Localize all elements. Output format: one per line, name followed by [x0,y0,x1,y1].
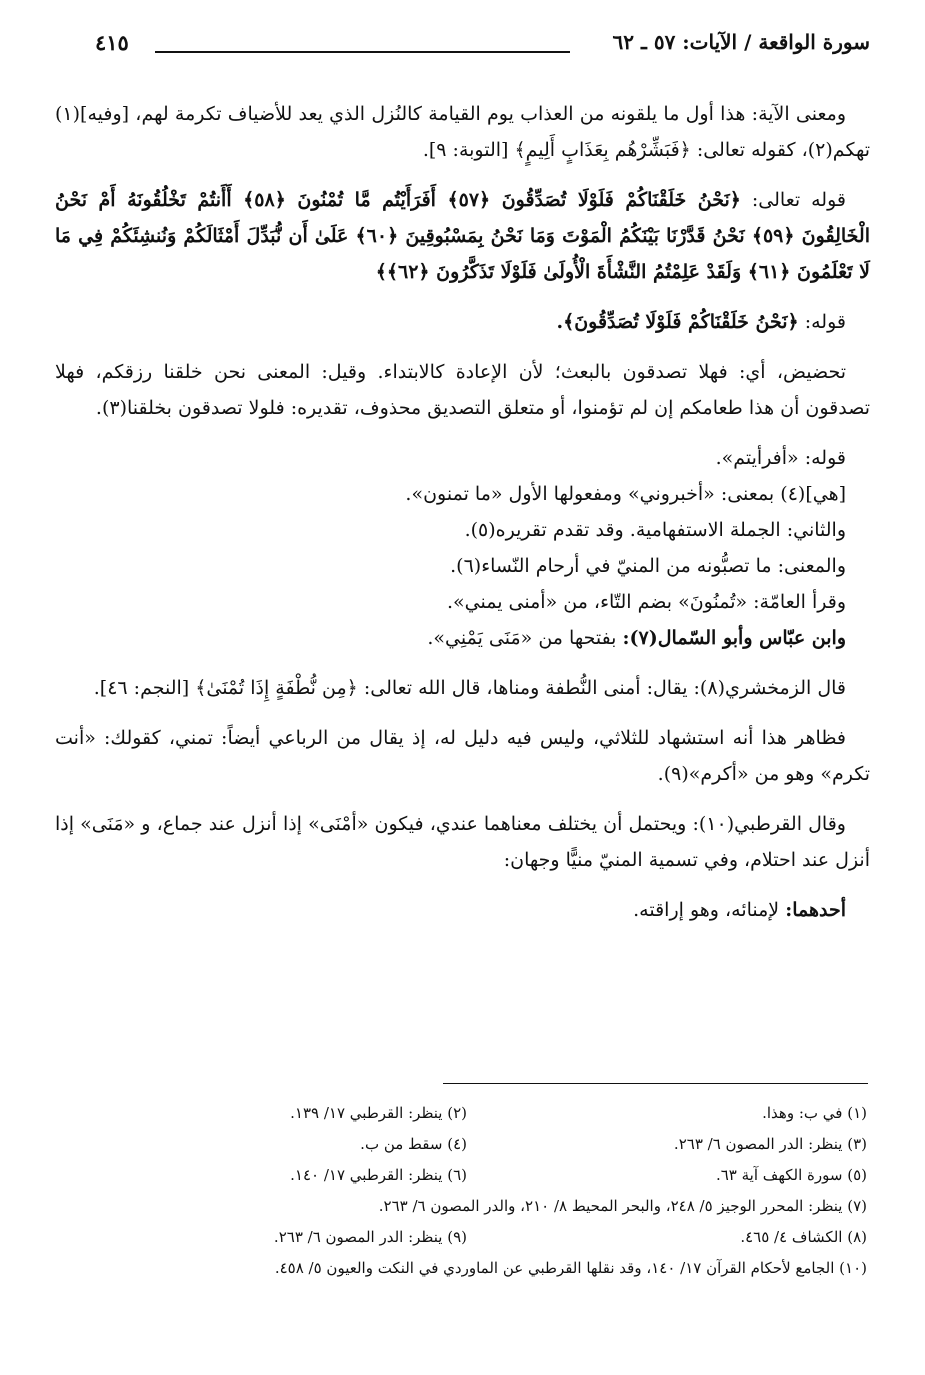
text-line: وقرأ العامّة: «تُمنُونَ» بضم التّاء، من «أمنى يمني». [447,591,846,613]
footnote-row [52,1253,867,1284]
paragraph-first-reason [55,892,870,928]
footnote-row [52,1160,867,1191]
footnote: (٧) ينظر: المحرر الوجيز ٥/ ٢٤٨، والبحر المحيط ٨/ ٢١٠، والدر المصون ٦/ ٢٦٣. [378,1197,867,1215]
paragraph-qurtubi: وقال القرطبي(١٠): ويحتمل أن يختلف معناهما عندي، فيكون «أمْنَى» إذا أنزل عند جماع، و «مَنَى» إذا أنزل عند احتلام، وفي تسمية المنيّ منيًّا وجهان: [55,813,870,871]
text-line: [هي](٤) بمعنى: «أخبروني» ومفعولها الأول «ما تمنون». [405,483,846,505]
footnote-rule [443,1083,868,1084]
footnote: (٣) ينظر: الدر المصون ٦/ ٢٦٣. [673,1135,867,1153]
reading-text: بفتحها من «مَنَى يَمْنِي». [427,627,623,649]
footnote-row [52,1098,867,1129]
page-header [95,30,870,64]
footnote: (١) في ب: وهذا. [762,1104,867,1122]
first-reason-text: لإمنائه، وهو إراقته. [633,899,786,921]
footnote-row [52,1191,867,1222]
header-rule [155,51,570,53]
page-number: ٤١٥ [95,30,129,55]
paragraph-quran-verses [55,182,870,290]
verses-intro: قوله تعالى: [751,189,846,211]
running-title: سورة الواقعة / الآيات: ٥٧ ـ ٦٢ [612,30,870,54]
text-line: والمعنى: ما تصبُّونه من المنيّ في أرحام النّساء(٦). [450,555,846,577]
footnote: (١٠) الجامع لأحكام القرآن ١٧/ ١٤٠، وقد نقلها القرطبي عن الماوردي في النكت والعيون ٥/ ٤٥٨. [274,1259,867,1277]
footnote: (٩) ينظر: الدر المصون ٦/ ٢٦٣. [273,1228,467,1246]
reader-names: وابن عبّاس وأبو السّمال(٧): [622,627,846,649]
quote-ayah: ﴿نَحْنُ خَلَقْنَاكُمْ فَلَوْلَا تُصَدِّقُونَ﴾. [556,311,799,333]
paragraph-tahdid: تحضيض، أي: فهلا تصدقون بالبعث؛ لأن الإعادة كالابتداء. وقيل: المعنى نحن خلقنا رزقكم، فهلا تصدقون أن هذا طعامكم إن لم تؤمنوا، أو متعلق التصديق محذوف، تقديره: فلولا تصدقون بخلقنا(٣). [55,361,870,419]
footnote-row [52,1222,867,1253]
main-text [55,96,870,942]
first-reason-label: أحدهما: [785,899,846,921]
paragraph-zahir: فظاهر هذا أنه استشهاد للثلاثي، وليس فيه دليل له، إذ يقال من الرباعي أيضاً: تمني، كقولك: «أنت تكرم» وهو من «أكرم»(٩). [55,727,870,785]
text-line: والثاني: الجملة الاستفهامية. وقد تقدم تقريره(٥). [464,519,846,541]
text-line [55,620,870,656]
paragraph-verse-meaning: ومعنى الآية: هذا أول ما يلقونه من العذاب يوم القيامة كالنُزل الذي يعد للأضياف تكرمة لهم، [وفيه](١) تهكم(٢)، كقوله تعالى: ﴿فَبَشِّرْهُم بِعَذَابٍ أَلِيمٍ﴾ [التوبة: ٩]. [55,103,870,161]
paragraph-quote [55,304,870,340]
footnotes [52,1098,867,1284]
quote-intro: قوله: [804,311,846,333]
quran-verses: ﴿نَحْنُ خَلَقْنَاكُمْ فَلَوْلَا تُصَدِّقُونَ ﴿٥٧﴾ أَفَرَأَيْتُم مَّا تُمْنُونَ ﴿٥٨﴾ أَأَنتُمْ تَخْلُقُونَهُ أَمْ نَحْنُ الْخَالِقُونَ ﴿٥٩﴾ نَحْنُ قَدَّرْنَا بَيْنَكُمُ الْمَوْتَ وَمَا نَحْنُ بِمَسْبُوقِينَ ﴿٦٠﴾ عَلَىٰ أَن نُّبَدِّلَ أَمْثَالَكُمْ وَنُنشِئَكُمْ فِي مَا لَا تَعْلَمُونَ ﴿٦١﴾ وَلَقَدْ عَلِمْتُمُ النَّشْأَةَ الْأُولَىٰ فَلَوْلَا تَذَكَّرُونَ ﴿٦٢﴾﴾ [55,189,870,283]
footnote: (٦) ينظر: القرطبي ١٧/ ١٤٠. [290,1166,467,1184]
footnote: (٥) سورة الكهف آية ٦٣. [715,1166,867,1184]
paragraph-afaraaytum [55,440,870,656]
footnote-row [52,1129,867,1160]
text-line: قوله: «أفرأيتم». [715,447,846,469]
footnote: (٢) ينظر: القرطبي ١٧/ ١٣٩. [290,1104,467,1122]
footnote: (٨) الكشاف ٤/ ٤٦٥. [740,1228,867,1246]
footnote: (٤) سقط من ب. [360,1135,467,1153]
paragraph-zamakhshari: قال الزمخشري(٨): يقال: أمنى النُّطفة ومناها، قال الله تعالى: ﴿مِن نُّطْفَةٍ إِذَا تُمْنَىٰ﴾ [النجم: ٤٦]. [93,677,846,699]
